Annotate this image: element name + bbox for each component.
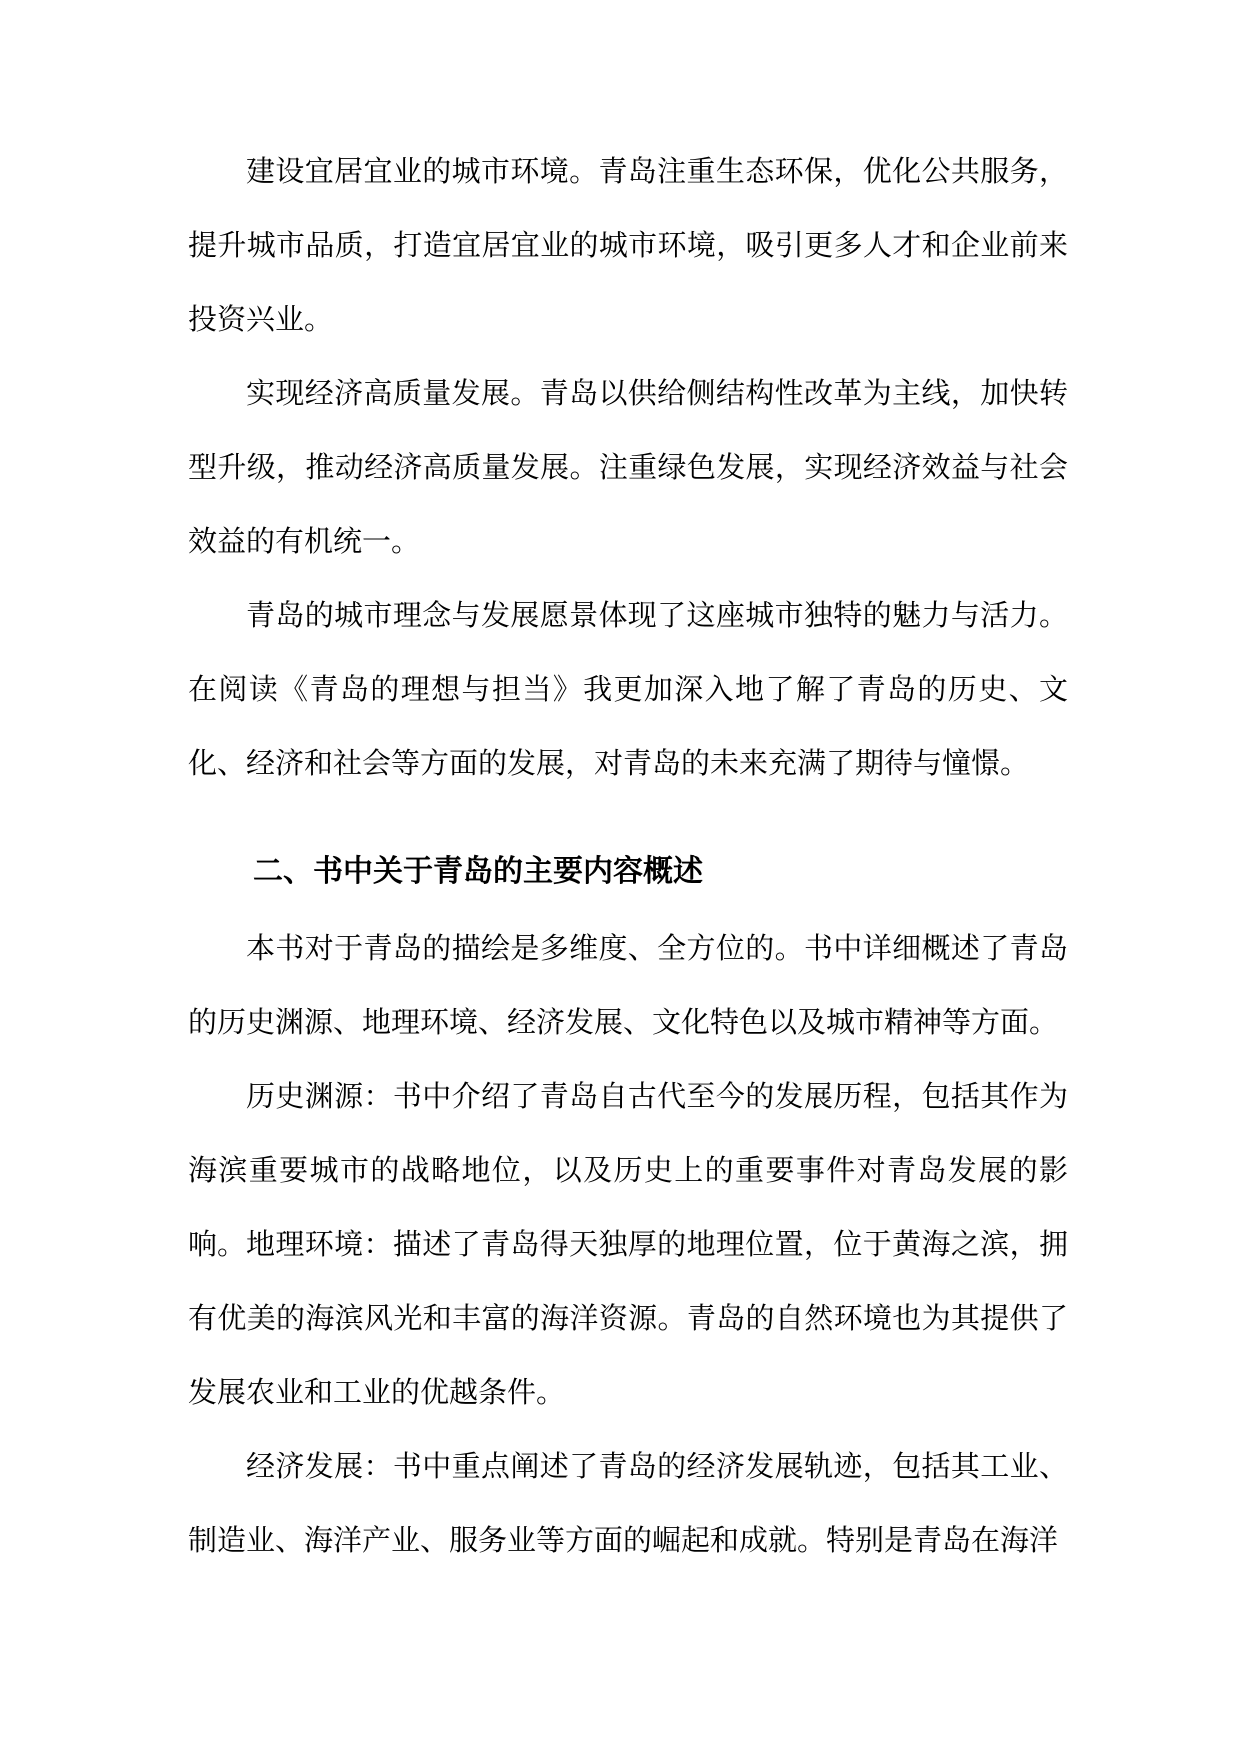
paragraph-livable-environment: 建设宜居宜业的城市环境。青岛注重生态环保，优化公共服务，提升城市品质，打造宜居宜业的城市环境，吸引更多人才和企业前来投资兴业。 bbox=[188, 154, 1068, 336]
paragraph-economic-development: 实现经济高质量发展。青岛以供给侧结构性改革为主线，加快转型升级，推动经济高质量发展。注重绿色发展，实现经济效益与社会效益的有机统一。 bbox=[188, 376, 1068, 558]
paragraph-overview: 本书对于青岛的描绘是多维度、全方位的。书中详细概述了青岛的历史渊源、地理环境、经济发展、文化特色以及城市精神等方面。 bbox=[188, 931, 1068, 1039]
paragraph-geography: 地理环境：描述了青岛得天独厚的地理位置，位于黄海之滨，拥有优美的海滨风光和丰富的海洋资源。青岛的自然环境也为其提供了发展农业和工业的优越条件。 bbox=[188, 1227, 1068, 1409]
paragraph-economy: 经济发展：书中重点阐述了青岛的经济发展轨迹，包括其工业、制造业、海洋产业、服务业等方面的崛起和成就。特别是青岛在海洋 bbox=[188, 1449, 1068, 1557]
paragraph-history: 历史渊源：书中介绍了青岛自古代至今的发展历程，包括其作为海滨重要城市的战略地位，以及历史上的重要事件对青岛发展的影响。 bbox=[188, 1079, 1068, 1261]
section-heading: 二、书中关于青岛的主要内容概述 bbox=[253, 854, 703, 889]
paragraph-city-vision: 青岛的城市理念与发展愿景体现了这座城市独特的魅力与活力。在阅读《青岛的理想与担当》我更加深入地了解了青岛的历史、文化、经济和社会等方面的发展，对青岛的未来充满了期待与憧憬。 bbox=[188, 598, 1068, 780]
